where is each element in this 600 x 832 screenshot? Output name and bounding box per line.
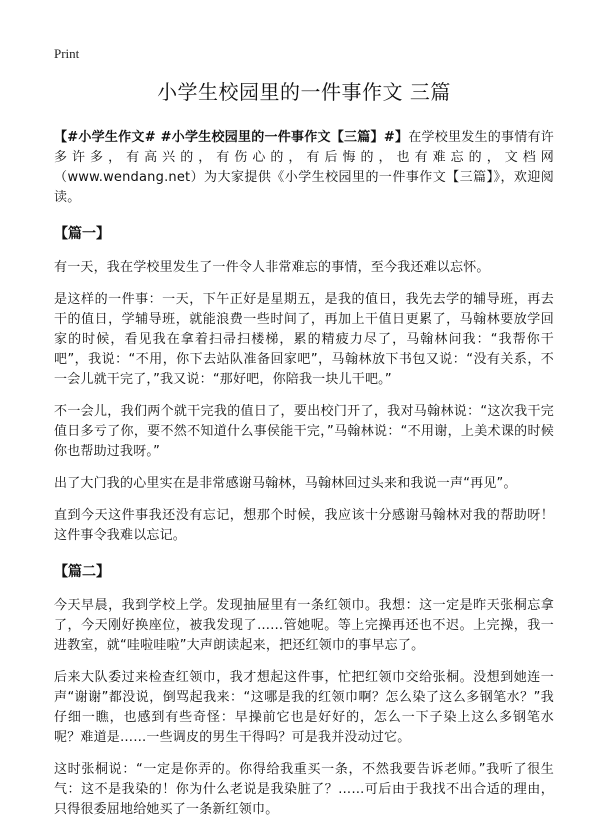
paragraph: 有一天，我在学校里发生了一件令人非常难忘的事情，至今我还难以忘怀。: [54, 260, 490, 275]
print-label: Print: [54, 46, 80, 61]
section-heading: 【篇二】: [54, 564, 110, 580]
document-title: 小学生校园里的一件事作文 三篇: [157, 80, 451, 104]
document-body: [54, 78, 554, 832]
paragraph: 这时张桐说：“一定是你弄的。你得给我重买一条，不然我要告诉老师。”我听了很生气：这不是我染的！你为什么老说是我染脏了？……可后由于我找不出合适的理由，只得很委屈地给她买了一条新红领巾。: [54, 762, 554, 817]
intro-tag-prefix: 【#小学生作文# #小学生校园里的一件事作文【三篇】#】: [54, 130, 409, 145]
paragraph: 后来大队委过来检查红领巾，我才想起这件事，忙把红领巾交给张桐。没想到她连一声“谢谢”都没说，倒骂起我来：“这哪是我的红领巾啊？怎么染了这么多钢笔水？”我仔细一瞧，也感到有些奇怪：早操前它也是好好的，怎么一下子染上这么多钢笔水呢？难道是……一些调皮的男生干得吗？可是我并没动过它。: [54, 670, 554, 745]
intro-paragraph: [54, 128, 554, 208]
section-one: [54, 224, 554, 546]
intro-text: 在学校里发生的事情有许多许多，有高兴的，有伤心的，有后悔的，也有难忘的，文档网（www.wendang.net）为大家提供《小学生校园里的一件事作文【三篇】》，欢迎阅读。: [54, 130, 555, 205]
paragraph: 出了大门我的心里实在是非常感谢马翰林，马翰林回过头来和我说一声“再见”。: [54, 476, 517, 491]
paragraph: 是这样的一件事：一天，下午正好是星期五，是我的值日，我先去学的辅导班，再去干的值日，学辅导班，就能浪费一些时间了，再加上干值日更累了，马翰林要放学回家的时候，看见我在拿着扫帚扫楼梯，累的精疲力尽了，马翰林问我：“我帮你干吧”，我说：“不用，你下去站队准备回家吧”，马翰林放下书包又说：“没有关系，不一会儿就干完了，”我又说：“那好吧，你陪我一块儿干吧。”: [54, 292, 554, 387]
section-two: [54, 562, 554, 820]
section-heading: 【篇一】: [54, 226, 110, 242]
paragraph: 不一会儿，我们两个就干完我的值日了，要出校门开了，我对马翰林说：“这次我干完值日多亏了你，要不然不知道什么事侯能干完，”马翰林说：“不用谢，上美术课的时候你也帮助过我呀。”: [54, 404, 554, 459]
paragraph: 直到今天这件事我还没有忘记，想那个时候，我应该十分感谢马翰林对我的帮助呀！这件事令我难以忘记。: [54, 508, 554, 543]
paragraph: 今天早晨，我到学校上学。发现抽屉里有一条红领巾。我想：这一定是昨天张桐忘拿了，今天刚好换座位，被我发现了……管她呢。等上完操再还也不迟。上完操，我一进教室，就“哇啦哇啦”大声朗读起来，把还红领巾的事早忘了。: [54, 598, 554, 653]
